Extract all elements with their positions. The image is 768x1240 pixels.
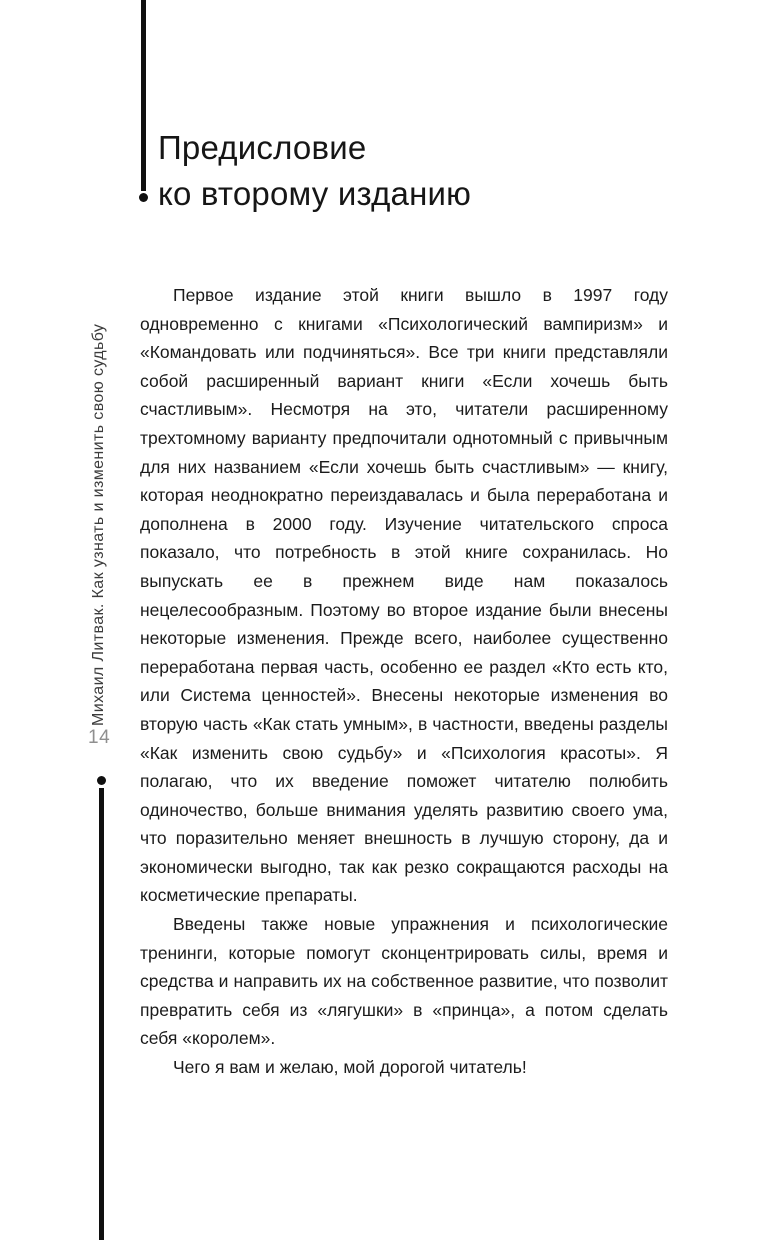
- title-vertical-rule: [141, 0, 146, 191]
- title-rule-end-dot: [139, 193, 148, 202]
- paragraph: Введены также новые упражнения и психологические тренинги, которые помогут сконцентрировать силы, время и средства и направить их на собственное развитие, что позволит превратить себя из «лягушки» в «принца», а потом сделать себя «королем».: [140, 914, 668, 1049]
- margin-rule-start-dot: [97, 776, 106, 785]
- margin-vertical-rule: [99, 788, 104, 1240]
- page-number: 14: [88, 727, 111, 748]
- running-head-vertical: Михаил Литвак. Как узнать и изменить свою судьбу: [90, 323, 107, 726]
- chapter-title-line1: Предисловие: [158, 129, 367, 167]
- body-text-column: [140, 281, 668, 1082]
- chapter-title-line2: ко второму изданию: [158, 175, 472, 213]
- chapter-title: [158, 125, 471, 217]
- paragraph: Первое издание этой книги вышло в 1997 году одновременно с книгами «Психологический вампиризм» и «Командовать или подчиняться». Все три книги представляли собой расширенный вариант книги «Если хочешь быть счастливым». Несмотря на это, читатели расширенному трехтомному варианту предпочитали однотомный с привычным для них названием «Если хочешь быть счастливым» — книгу, которая неоднократно переиздавалась и была переработана и дополнена в 2000 году. Изучение читательского спроса показало, что потребность в этой книге сохранилась. Но выпускать ее в прежнем виде нам показалось нецелесообразным. Поэтому во второе издание были внесены некоторые изменения. Прежде всего, наиболее существенно переработана первая часть, особенно ее раздел «Кто есть кто, или Система ценностей». Внесены некоторые изменения во вторую часть «Как стать умным», в частности, введены разделы «Как изменить свою судьбу» и «Психология красоты». Я полагаю, что их введение поможет читателю полюбить одиночество, больше внимания уделять развитию своего ума, что поразительно меняет внешность в лучшую сторону, да и экономически выгодно, так как резко сокращаются расходы на косметические препараты.: [140, 285, 668, 906]
- paragraph: Чего я вам и желаю, мой дорогой читатель!: [173, 1057, 527, 1078]
